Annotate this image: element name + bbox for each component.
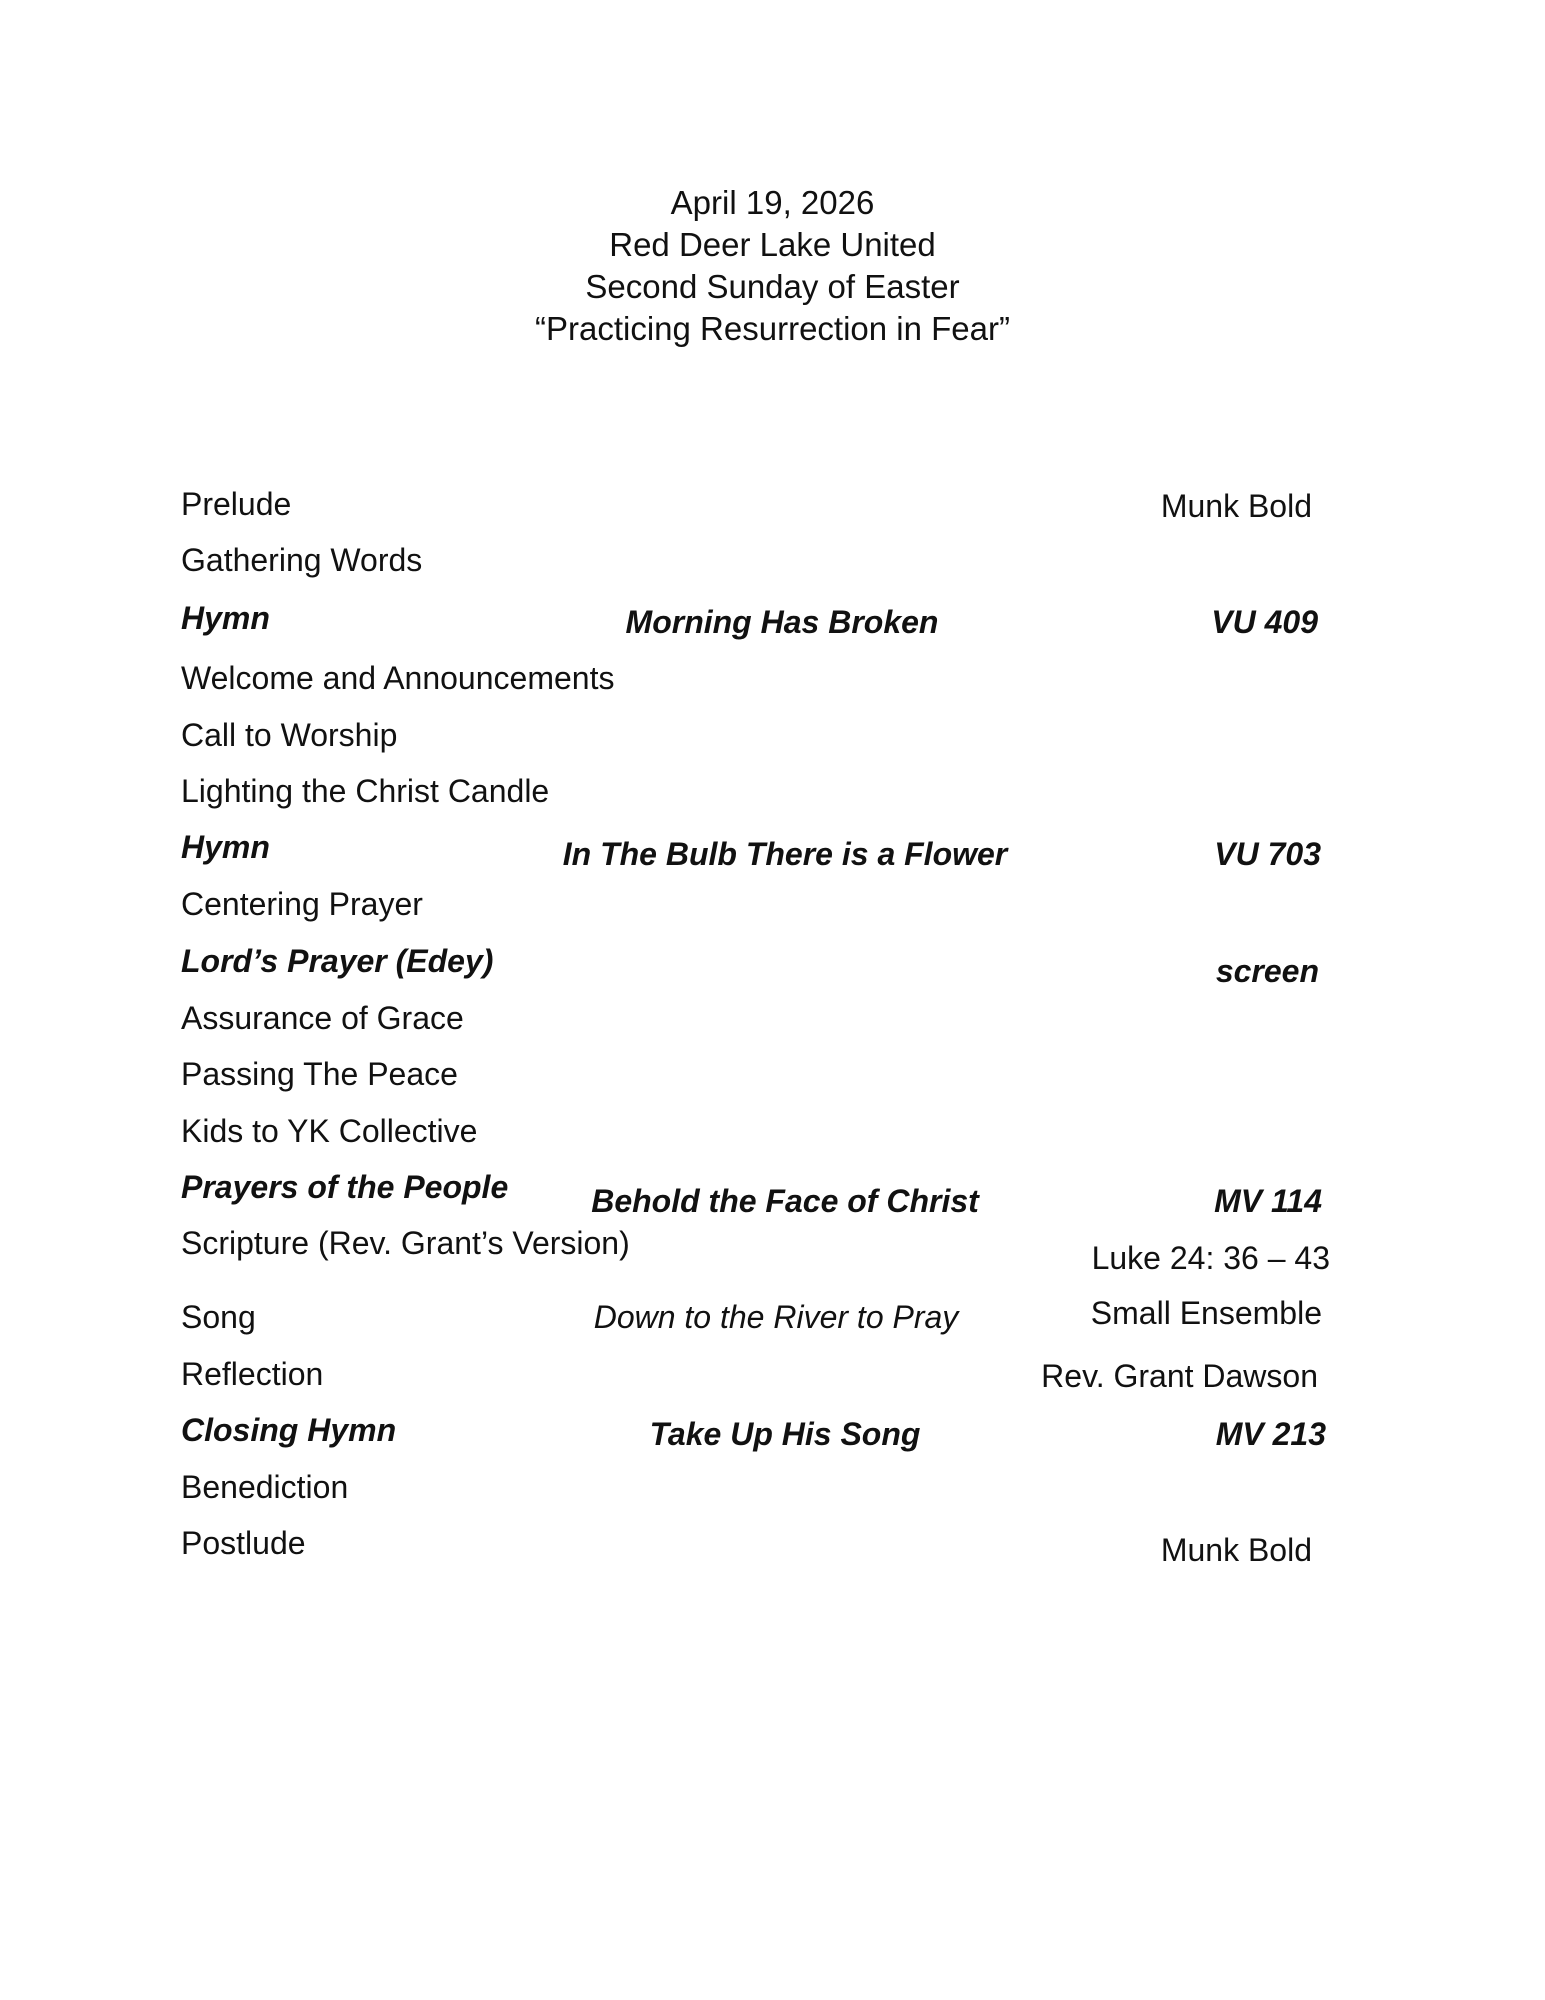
hymn-number: MV 114 [1214, 1183, 1322, 1219]
order-row-hymn [0, 596, 1545, 640]
liturgical-occasion: Second Sunday of Easter [585, 268, 960, 305]
song-title: Down to the River to Pray [593, 1299, 959, 1335]
order-item: Prelude [181, 486, 292, 522]
order-row-assurance [0, 996, 1545, 1040]
order-item: Reflection [181, 1356, 324, 1392]
scripture-reference: Luke 24: 36 – 43 [1091, 1240, 1330, 1276]
order-item: Lord’s Prayer (Edey) [181, 943, 494, 979]
order-row-kids [0, 1109, 1545, 1153]
order-item: Prayers of the People [181, 1169, 509, 1205]
order-item: Hymn [181, 600, 270, 636]
order-item: Postlude [181, 1525, 306, 1561]
order-row-lords-prayer [0, 939, 1545, 989]
order-item: Assurance of Grace [181, 1000, 464, 1036]
order-item: Closing Hymn [181, 1412, 397, 1448]
order-ref: Munk Bold [1160, 488, 1312, 524]
church-name: Red Deer Lake United [609, 226, 936, 263]
order-ref: Small Ensemble [1090, 1295, 1322, 1331]
order-row-postlude [0, 1521, 1545, 1568]
order-item: Kids to YK Collective [181, 1113, 478, 1149]
order-row-benediction [0, 1465, 1545, 1509]
order-ref: Munk Bold [1160, 1532, 1312, 1568]
hymn-number: VU 409 [1211, 604, 1318, 640]
order-row-christ-candle [0, 769, 1545, 813]
order-row-prayers-of-people [0, 1165, 1545, 1219]
order-row-closing-hymn [0, 1408, 1545, 1452]
service-date: April 19, 2026 [670, 184, 875, 221]
order-item: Lighting the Christ Candle [181, 773, 550, 809]
order-ref: Rev. Grant Dawson [1041, 1358, 1318, 1394]
order-item: Gathering Words [181, 542, 423, 578]
order-item: Song [181, 1299, 256, 1335]
order-row-centering-prayer [0, 882, 1545, 926]
order-row-call-to-worship [0, 713, 1545, 757]
order-item: Scripture (Rev. Grant’s Version) [181, 1225, 630, 1261]
order-item: Welcome and Announcements [181, 660, 615, 696]
order-item: Passing The Peace [181, 1056, 458, 1092]
order-ref: screen [1215, 953, 1319, 989]
order-item: Benediction [181, 1469, 349, 1505]
order-row-passing-peace [0, 1052, 1545, 1096]
order-row-gathering-words [0, 538, 1545, 582]
order-row-hymn [0, 825, 1545, 872]
hymn-number: MV 213 [1215, 1416, 1326, 1452]
hymn-title: Morning Has Broken [625, 604, 939, 640]
order-row-scripture [0, 1221, 1545, 1276]
bulletin-header [0, 182, 1545, 350]
order-row-prelude [0, 482, 1545, 526]
hymn-title: In The Bulb There is a Flower [562, 836, 1008, 872]
hymn-number: VU 703 [1214, 836, 1321, 872]
sermon-theme: “Practicing Resurrection in Fear” [535, 310, 1010, 347]
hymn-title: Take Up His Song [649, 1416, 921, 1452]
order-item: Centering Prayer [181, 886, 423, 922]
order-row-song [0, 1295, 1545, 1339]
order-item: Hymn [181, 829, 270, 865]
order-row-reflection [0, 1352, 1545, 1396]
hymn-title: Behold the Face of Christ [591, 1183, 979, 1219]
order-row-welcome [0, 656, 1545, 700]
order-item: Call to Worship [181, 717, 398, 753]
